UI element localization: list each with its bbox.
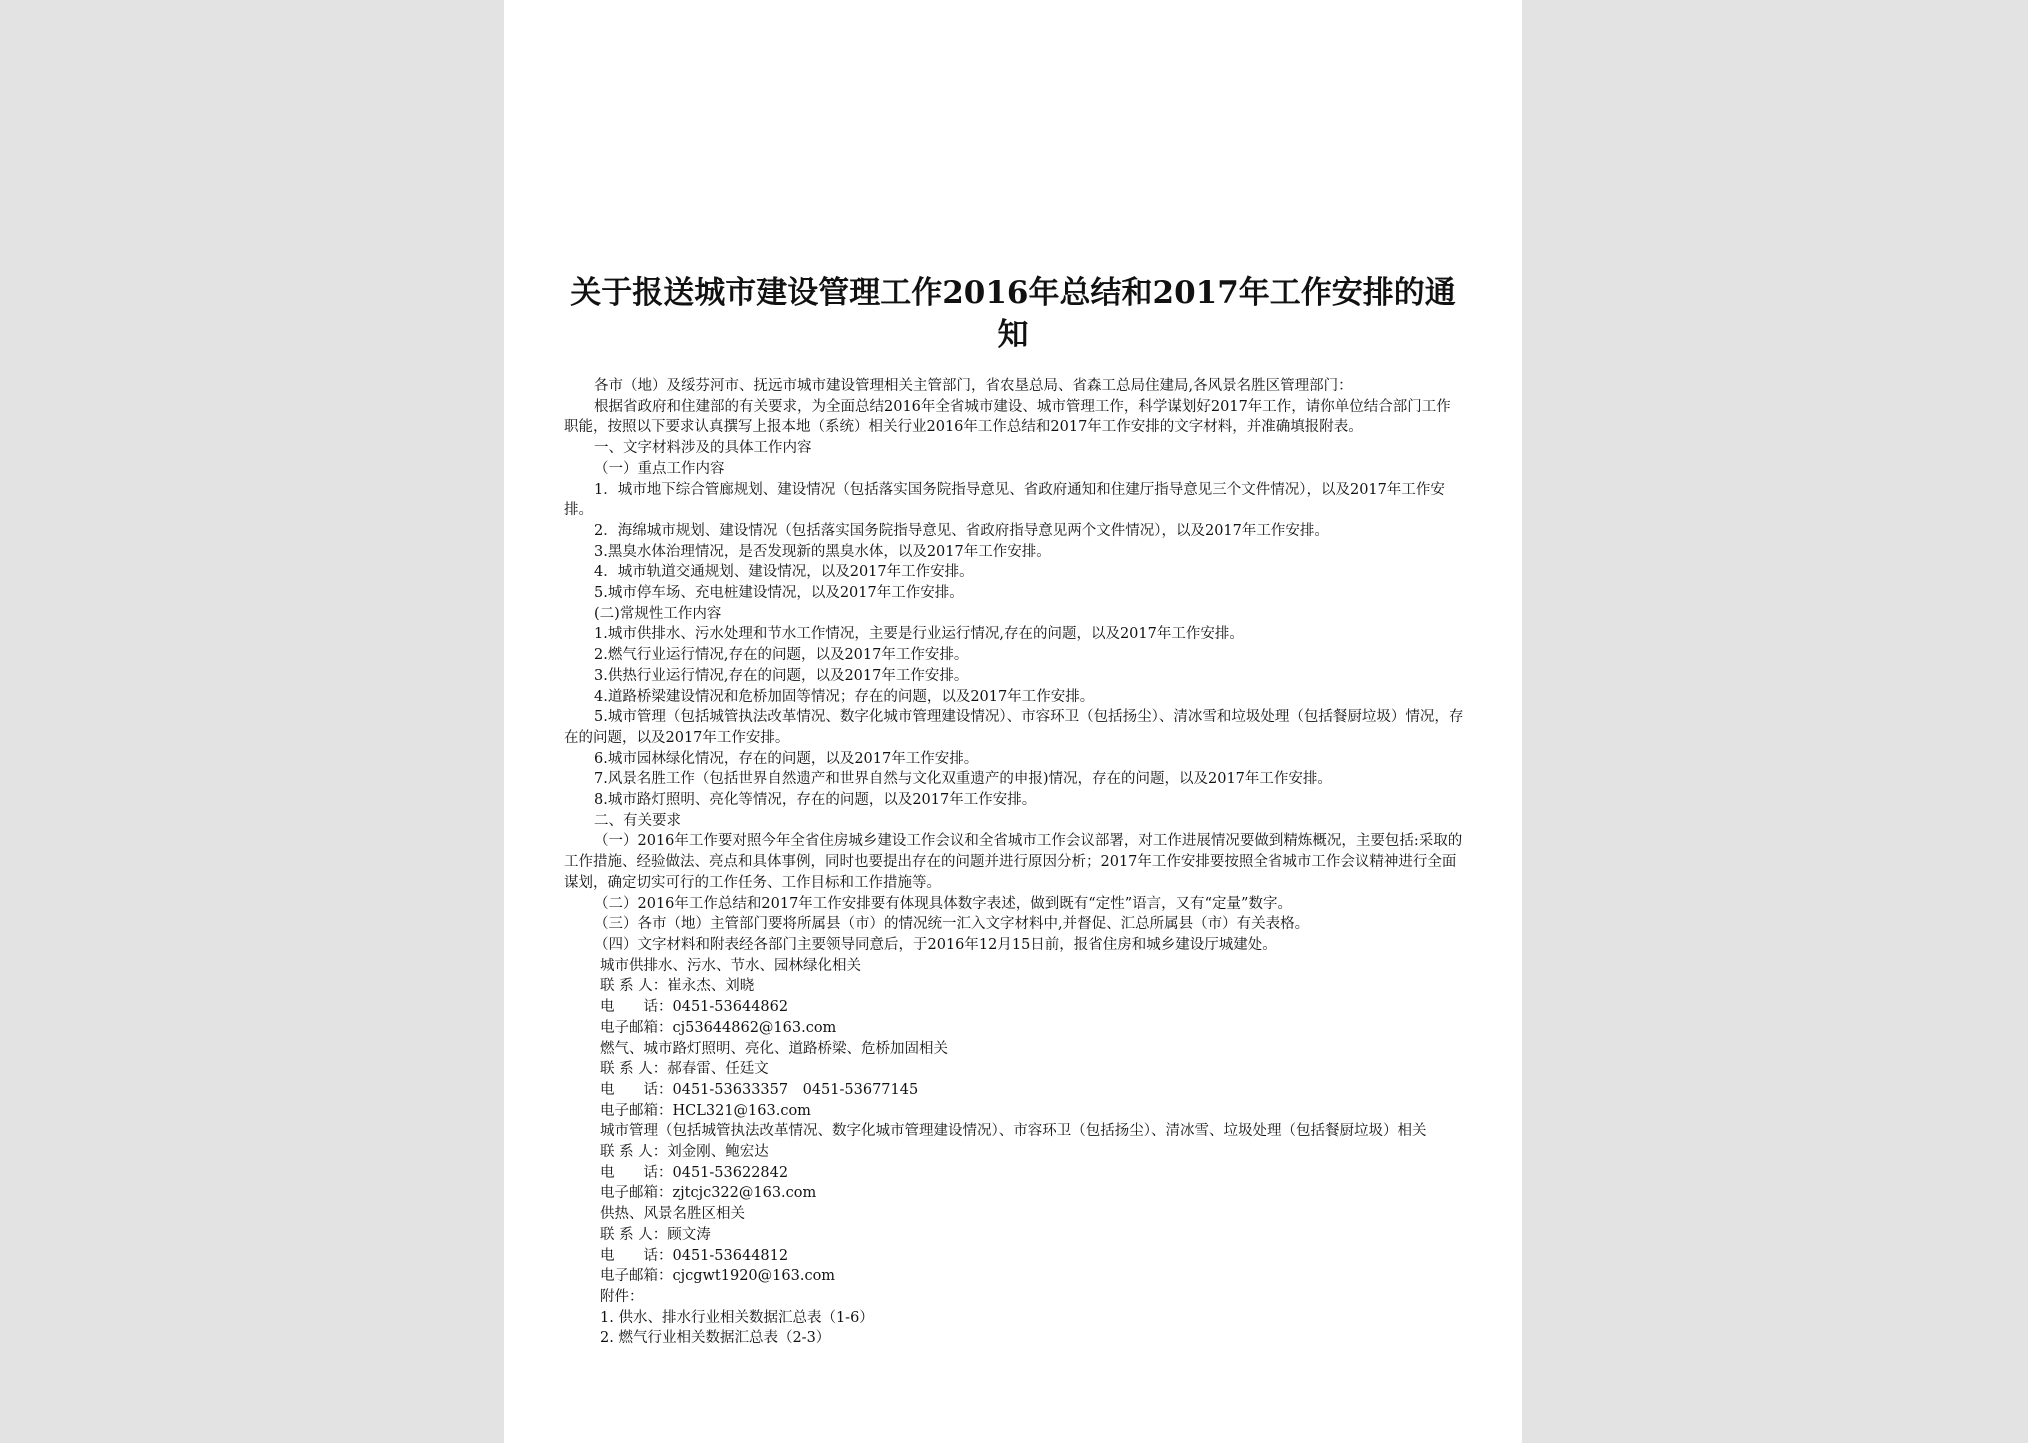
paragraph: 4.道路桥梁建设情况和危桥加固等情况；存在的问题，以及2017年工作安排。 [594, 688, 1095, 705]
paragraph: 2. 燃气行业相关数据汇总表（2-3） [600, 1330, 831, 1347]
paragraph: 电子邮箱：HCL321@163.com [600, 1102, 811, 1119]
paragraph: 7.风景名胜工作（包括世界自然遗产和世界自然与文化双重遗产的申报)情况，存在的问题，以及2017年工作安排。 [594, 771, 1332, 788]
paragraph: 电子邮箱：zjtcjc322@163.com [600, 1185, 817, 1202]
paragraph: 3.供热行业运行情况,存在的问题，以及2017年工作安排。 [594, 667, 969, 684]
paragraph: 2．海绵城市规划、建设情况（包括落实国务院指导意见、省政府指导意见两个文件情况），以及2017年工作安排。 [594, 522, 1329, 539]
paragraph: （四）文字材料和附表经各部门主要领导同意后，于2016年12月15日前，报省住房和城乡建设厅城建处。 [594, 936, 1277, 953]
paragraph: 城市管理（包括城管执法改革情况、数字化城市管理建设情况）、市容环卫（包括扬尘）、清冰雪、垃圾处理（包括餐厨垃圾）相关 [600, 1123, 1427, 1140]
document-body [564, 376, 1464, 1349]
paragraph: （二）2016年工作总结和2017年工作安排要有体现具体数字表述，做到既有“定性”语言，又有“定量”数字。 [594, 895, 1292, 912]
paragraph: 根据省政府和住建部的有关要求，为全面总结2016年全省城市建设、城市管理工作，科学谋划好2017年工作，请你单位结合部门工作职能，按照以下要求认真撰写上报本地（系统）相关行业2016年工作总结和2017年工作安排的文字材料，并准确填报附表。 [564, 398, 1451, 436]
paragraph: 电子邮箱：cjcgwt1920@163.com [600, 1268, 836, 1285]
paragraph: 3.黑臭水体治理情况，是否发现新的黑臭水体，以及2017年工作安排。 [594, 543, 1051, 560]
paragraph: 附件： [600, 1288, 644, 1305]
paragraph: (二)常规性工作内容 [594, 605, 722, 622]
document-page [504, 0, 1522, 1443]
paragraph: 5.城市停车场、充电桩建设情况，以及2017年工作安排。 [594, 585, 964, 602]
paragraph: 电 话：0451-53644812 [600, 1247, 789, 1264]
paragraph: 二、有关要求 [594, 812, 681, 829]
paragraph: （一）2016年工作要对照今年全省住房城乡建设工作会议和全省城市工作会议部署，对工作进展情况要做到精炼概况，主要包括:采取的工作措施、经验做法、亮点和具体事例，同时也要提出存在的问题并进行原因分析；2017年工作安排要按照全省城市工作会议精神进行全面谋划，确定切实可行的工作任务、工作目标和工作措施等。 [564, 833, 1463, 891]
paragraph: 8.城市路灯照明、亮化等情况，存在的问题，以及2017年工作安排。 [594, 792, 1037, 809]
paragraph: 城市供排水、污水、节水、园林绿化相关 [600, 957, 861, 974]
paragraph: 电 话：0451-53633357 0451-53677145 [600, 1081, 919, 1098]
paragraph: 一、文字材料涉及的具体工作内容 [594, 440, 812, 457]
paragraph: 1．城市地下综合管廊规划、建设情况（包括落实国务院指导意见、省政府通知和住建厅指导意见三个文件情况），以及2017年工作安排。 [564, 481, 1445, 519]
paragraph: 电 话：0451-53622842 [600, 1164, 789, 1181]
paragraph: 联 系 人：郝春雷、任廷文 [600, 1061, 769, 1078]
paragraph: 6.城市园林绿化情况，存在的问题，以及2017年工作安排。 [594, 750, 979, 767]
paragraph: 联 系 人：刘金刚、鲍宏达 [600, 1144, 769, 1161]
paragraph: 电子邮箱：cj53644862@163.com [600, 1019, 837, 1036]
paragraph: 1. 供水、排水行业相关数据汇总表（1-6） [600, 1309, 874, 1326]
paragraph: 联 系 人：顾文涛 [600, 1226, 711, 1243]
paragraph: 1.城市供排水、污水处理和节水工作情况，主要是行业运行情况,存在的问题，以及2017年工作安排。 [594, 626, 1244, 643]
paragraph: 5.城市管理（包括城管执法改革情况、数字化城市管理建设情况）、市容环卫（包括扬尘）、清冰雪和垃圾处理（包括餐厨垃圾）情况，存在的问题，以及2017年工作安排。 [564, 709, 1464, 746]
paragraph: 供热、风景名胜区相关 [600, 1206, 745, 1223]
paragraph: 电 话：0451-53644862 [600, 999, 789, 1016]
paragraph: 燃气、城市路灯照明、亮化、道路桥梁、危桥加固相关 [600, 1040, 948, 1057]
paragraph: 4．城市轨道交通规划、建设情况，以及2017年工作安排。 [594, 564, 974, 581]
paragraph: 各市（地）及绥芬河市、抚远市城市建设管理相关主管部门，省农垦总局、省森工总局住建局,各风景名胜区管理部门： [594, 378, 1353, 394]
paragraph: （三）各市（地）主管部门要将所属县（市）的情况统一汇入文字材料中,并督促、汇总所属县（市）有关表格。 [594, 916, 1310, 933]
paragraph: （一）重点工作内容 [594, 460, 725, 477]
paragraph: 联 系 人：崔永杰、刘晓 [600, 978, 755, 995]
paragraph: 2.燃气行业运行情况,存在的问题，以及2017年工作安排。 [594, 647, 969, 664]
document-title: 关于报送城市建设管理工作2016年总结和2017年工作安排的通知 [570, 275, 1456, 353]
